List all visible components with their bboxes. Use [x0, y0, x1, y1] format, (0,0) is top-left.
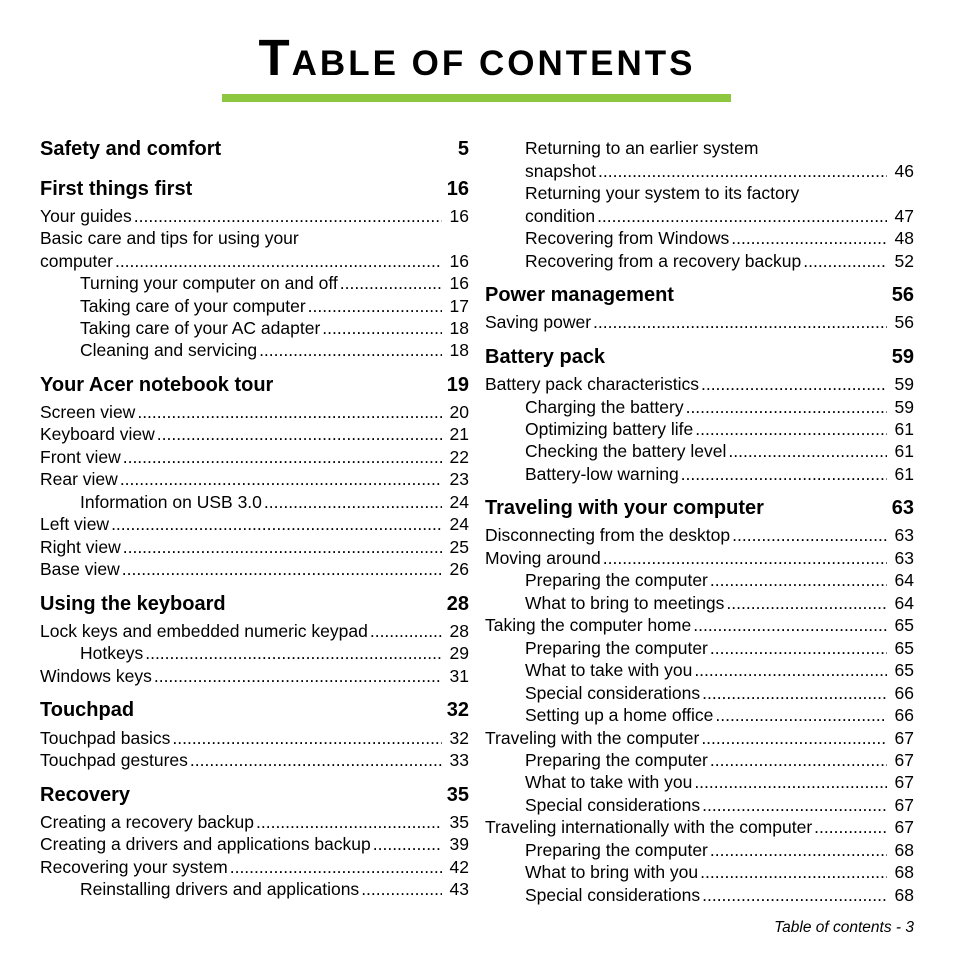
dot-leader: [256, 811, 442, 833]
toc-entry[interactable]: Right view ..... 25: [40, 536, 469, 558]
toc-entry[interactable]: Lock keys and embedded numeric keypad ..... 28: [40, 620, 469, 642]
dot-leader: [700, 861, 886, 883]
dot-leader: [728, 440, 886, 462]
page-number: 3: [905, 919, 914, 936]
dot-leader: [157, 423, 442, 445]
dot-leader: [230, 856, 442, 878]
dot-leader: [308, 295, 442, 317]
toc-subentry[interactable]: Optimizing battery life ..... 61: [525, 418, 914, 440]
toc-subentry[interactable]: Preparing the computer ..... 65: [525, 637, 914, 659]
toc-subentry[interactable]: Cleaning and servicing ..... 18: [80, 339, 469, 361]
toc-entry[interactable]: Front view ..... 22: [40, 446, 469, 468]
toc-subentry[interactable]: Special considerations ..... 66: [525, 682, 914, 704]
dot-leader: [115, 250, 442, 272]
toc-entry[interactable]: Base view ..... 26: [40, 558, 469, 580]
toc-entry[interactable]: Disconnecting from the desktop ..... 63: [485, 524, 914, 546]
dot-leader: [120, 468, 442, 490]
toc-heading[interactable]: Recovery 35: [40, 784, 469, 806]
dot-leader: [686, 396, 887, 418]
toc-subentry[interactable]: What to bring with you ..... 68: [525, 861, 914, 883]
toc-entry[interactable]: Screen view ..... 20: [40, 401, 469, 423]
toc-entry[interactable]: Taking the computer home ..... 65: [485, 614, 914, 636]
toc-entry[interactable]: Traveling with the computer ..... 67: [485, 727, 914, 749]
toc-heading[interactable]: Touchpad 32: [40, 699, 469, 721]
toc-subentry[interactable]: Recovering from Windows ..... 48: [525, 227, 914, 249]
dot-leader: [702, 884, 886, 906]
dot-leader: [145, 642, 441, 664]
dot-leader: [134, 205, 442, 227]
dot-leader: [603, 547, 887, 569]
toc-subentry[interactable]: Hotkeys ..... 29: [80, 642, 469, 664]
toc-entry[interactable]: Your guides ..... 16: [40, 205, 469, 227]
dot-leader: [361, 878, 441, 900]
toc-heading[interactable]: First things first 16: [40, 178, 469, 200]
toc-subentry[interactable]: Information on USB 3.0 ..... 24: [80, 491, 469, 513]
dot-leader: [732, 524, 886, 546]
toc-subentry[interactable]: Taking care of your AC adapter ..... 18: [80, 317, 469, 339]
dot-leader: [710, 569, 887, 591]
dot-leader: [814, 816, 886, 838]
dot-leader: [373, 833, 442, 855]
dot-leader: [111, 513, 441, 535]
dot-leader: [593, 311, 886, 333]
toc-heading[interactable]: Using the keyboard 28: [40, 593, 469, 615]
toc-heading[interactable]: Safety and comfort 5: [40, 138, 469, 160]
toc-subentry[interactable]: Special considerations ..... 68: [525, 884, 914, 906]
dot-leader: [597, 205, 886, 227]
toc-entry[interactable]: Moving around ..... 63: [485, 547, 914, 569]
dot-leader: [701, 373, 887, 395]
toc-subentry[interactable]: Setting up a home office ..... 66: [525, 704, 914, 726]
footer-label: Table of contents -: [774, 919, 902, 936]
dot-leader: [726, 592, 886, 614]
toc-entry[interactable]: computer ..... 16: [40, 250, 469, 272]
dot-leader: [710, 749, 887, 771]
toc-subentry-line1[interactable]: Returning to an earlier system: [525, 138, 759, 158]
dot-leader: [172, 727, 441, 749]
toc-subentry[interactable]: Preparing the computer ..... 68: [525, 839, 914, 861]
dot-leader: [710, 839, 887, 861]
toc-subentry[interactable]: What to take with you ..... 65: [525, 659, 914, 681]
dot-leader: [731, 227, 886, 249]
dot-leader: [701, 727, 886, 749]
toc-subentry[interactable]: Reinstalling drivers and applications ..... 43: [80, 878, 469, 900]
toc-entry[interactable]: Rear view ..... 23: [40, 468, 469, 490]
toc-subentry[interactable]: What to take with you ..... 67: [525, 771, 914, 793]
toc-entry[interactable]: Creating a drivers and applications backup ..... 39: [40, 833, 469, 855]
toc-subentry-line1[interactable]: Returning your system to its factory: [525, 183, 800, 203]
toc-entry[interactable]: Saving power ..... 56: [485, 311, 914, 333]
toc-heading[interactable]: Traveling with your computer 63: [485, 497, 914, 519]
dot-leader: [264, 491, 442, 513]
dot-leader: [710, 637, 887, 659]
toc-subentry[interactable]: Preparing the computer ..... 67: [525, 749, 914, 771]
toc-heading[interactable]: Battery pack 59: [485, 346, 914, 368]
dot-leader: [715, 704, 886, 726]
dot-leader: [340, 272, 442, 294]
toc-subentry[interactable]: Charging the battery ..... 59: [525, 396, 914, 418]
dot-leader: [123, 536, 442, 558]
toc-subentry[interactable]: condition ..... 47: [525, 205, 914, 227]
dot-leader: [694, 659, 886, 681]
dot-leader: [123, 446, 442, 468]
title-underline: [222, 94, 731, 102]
toc-subentry[interactable]: Special considerations ..... 67: [525, 794, 914, 816]
dot-leader: [803, 250, 886, 272]
dot-leader: [259, 339, 441, 361]
toc-entry[interactable]: Touchpad basics ..... 32: [40, 727, 469, 749]
dot-leader: [702, 794, 886, 816]
dot-leader: [322, 317, 441, 339]
dot-leader: [694, 771, 886, 793]
page-title: [0, 26, 954, 96]
toc-entry[interactable]: Touchpad gestures ..... 33: [40, 749, 469, 771]
toc-entry[interactable]: Left view ..... 24: [40, 513, 469, 535]
toc-entry-line1[interactable]: Basic care and tips for using your: [40, 228, 299, 248]
toc-heading[interactable]: Power management 56: [485, 284, 914, 306]
toc-entry[interactable]: Battery pack characteristics ..... 59: [485, 373, 914, 395]
dot-leader: [370, 620, 442, 642]
toc-entry[interactable]: Recovering your system ..... 42: [40, 856, 469, 878]
dot-leader: [695, 418, 886, 440]
toc-entry[interactable]: Traveling internationally with the computer ..... 67: [485, 816, 914, 838]
toc-entry[interactable]: Keyboard view ..... 21: [40, 423, 469, 445]
toc-subentry[interactable]: Checking the battery level ..... 61: [525, 440, 914, 462]
toc-subentry[interactable]: Taking care of your computer ..... 17: [80, 295, 469, 317]
toc-entry[interactable]: Windows keys ..... 31: [40, 665, 469, 687]
toc-heading[interactable]: Your Acer notebook tour 19: [40, 374, 469, 396]
dot-leader: [702, 682, 886, 704]
toc-entry[interactable]: Creating a recovery backup ..... 35: [40, 811, 469, 833]
toc-subentry[interactable]: snapshot ..... 46: [525, 160, 914, 182]
dot-leader: [122, 558, 442, 580]
toc-subentry[interactable]: Turning your computer on and off ..... 16: [80, 272, 469, 294]
toc-subentry[interactable]: Battery-low warning ..... 61: [525, 463, 914, 485]
dot-leader: [154, 665, 442, 687]
dot-leader: [681, 463, 887, 485]
title-rest: ABLE OF CONTENTS: [291, 44, 696, 83]
dot-leader: [137, 401, 441, 423]
toc-subentry[interactable]: Preparing the computer ..... 64: [525, 569, 914, 591]
dot-leader: [598, 160, 887, 182]
dot-leader: [190, 749, 442, 771]
toc-subentry[interactable]: What to bring to meetings ..... 64: [525, 592, 914, 614]
title-initial: T: [258, 29, 292, 86]
toc-subentry[interactable]: Recovering from a recovery backup ..... 52: [525, 250, 914, 272]
dot-leader: [693, 614, 886, 636]
page-footer: [774, 918, 914, 938]
